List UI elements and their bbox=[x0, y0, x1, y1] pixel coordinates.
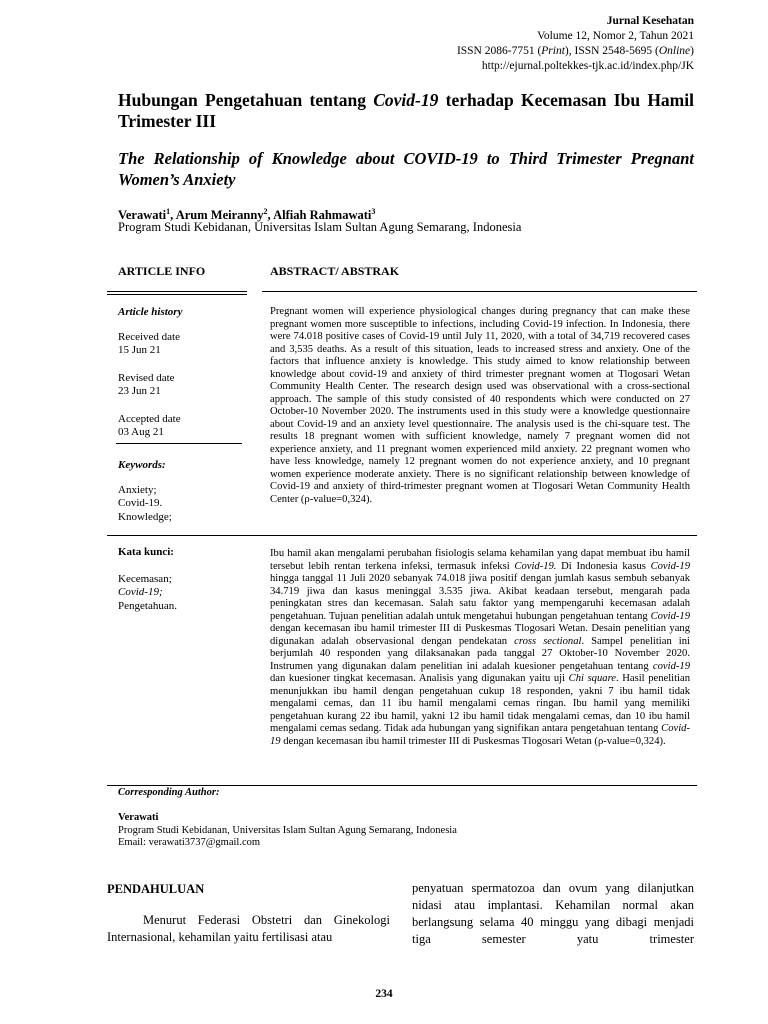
revised-date: 23 Jun 21 bbox=[118, 385, 161, 397]
kata-kunci-item: Pengetahuan. bbox=[118, 599, 177, 612]
article-history bbox=[118, 306, 243, 440]
paper-subtitle-english: The Relationship of Knowledge about COVID-19 to Third Trimester Pregnant Women’s Anxiety bbox=[118, 149, 694, 189]
divider bbox=[107, 291, 247, 292]
revised-label: Revised date bbox=[118, 371, 175, 384]
article-info-heading: ARTICLE INFO bbox=[118, 264, 206, 278]
corresponding-author-name: Verawati bbox=[118, 812, 159, 823]
keyword-item: Anxiety; bbox=[118, 483, 157, 496]
divider bbox=[107, 294, 247, 295]
divider bbox=[107, 785, 697, 786]
journal-issn: ISSN 2086-7751 (Print), ISSN 2548-5695 (Online) bbox=[456, 45, 694, 57]
abstract-indonesian: Ibu hamil akan mengalami perubahan fisiologis selama kehamilan yang dapat membuat ibu hamil tersebut lebih rentan terkena infeksi, termasuk infeksi Covid-19. Di Indonesia kasus Covid-19 hingga tanggal 11 Juli 2020 sebanyak 74.018 jiwa positif dengan jumlah kasus sembuh sebanyak 34.719 jiwa dan kasus meninggal 3.535 jiwa. Akibat keadaan tersebut, mengarah pada peningkatan stres dan kecemasan. Salah satu faktor yang mempengaruhi kecemasan adalah pengetahuan. Tujuan penelitian adalah untuk mengetahui hubungan pengetahuan tentang Covid-19 dengan kecemasan ibu hamil trimester III di Puskesmas Tlogosari Wetan. Desain penelitian yang digunakan adalah observasional dengan pendekatan cross sectional. Sampel penelitian ini berjumlah 40 responden yang dilaksanakan pada tanggal 27 Oktober-10 November 2020. Instrumen yang digunakan dalam penelitian ini adalah kuesioner pengetahuan tentang covid-19 dan kuesioner tingkat kecemasan. Analisis yang digunakan yaitu uji Chi square. Hasil penelitian menunjukkan ibu hamil dengan pengetahuan cukup 18 responden, yakni 7 ibu hamil tidak mengalami cemas, dan 11 ibu hamil mengalami cemas ringan. Ibu hamil yang memiliki pengetahuan kurang 22 ibu hamil, yakni 12 ibu hamil tidak mengalami cemas, dan 10 ibu hamil mengalami cemas sedang. Tidak ada hubungan yang signifikan antara pengetahuan tentang Covid-19 dengan kecemasan ibu hamil trimester III di Puskesmas Tlogosari Wetan (ρ-value=0,324). bbox=[270, 548, 690, 747]
received-label: Received date bbox=[118, 330, 180, 343]
journal-header bbox=[294, 14, 694, 74]
divider bbox=[116, 443, 242, 444]
article-history-label: Article history bbox=[118, 306, 183, 318]
page-number: 234 bbox=[375, 988, 393, 1000]
kata-kunci-block bbox=[118, 546, 243, 613]
corresponding-author-affiliation: Program Studi Kebidanan, Universitas Islam Sultan Agung Semarang, Indonesia bbox=[118, 824, 457, 836]
abstract-english: Pregnant women will experience physiological changes during pregnancy that can make these pregnant women more susceptible to infections, including Covid-19 infection. In Indonesia, there were 74.018 positive cases of Covid-19 until July 11, 2020, with a total of 34,719 recovered cases and 3,535 deaths. As a result of this situation, leads to increased stress and anxiety. One of the factors that influence anxiety is knowledge. This study aimed to know relationship between knowledge about covid-19 and anxiety of third trimester pregnant women at Tlogosari Wetan Community Health Center. The research design used was observational with a cross-sectional approach. The sample of this study consisted of 40 respondents which were conducted on 27 October-10 November 2020. The instruments used in this study were a knowledge questionnaire about Covid-19 and an anxiety level questionnaire. The analysis used is the chi-square test. The results 18 pregnant women with sufficient knowledge, namely 7 pregnant women did not experience anxiety, and 11 pregnant women experienced mild anxiety. 22 pregnant women who have less knowledge, namely 12 pregnant women do not experience anxiety, and 10 pregnant women experience moderate anxiety. There is no significant relationship between knowledge of Covid-19 and anxiety of third-trimester pregnant women at Tlogosari Wetan Community Health Center (ρ-value=0,324). bbox=[270, 306, 690, 505]
divider bbox=[262, 291, 697, 292]
keyword-item: Covid-19. bbox=[118, 497, 163, 509]
journal-volume: Volume 12, Nomor 2, Tahun 2021 bbox=[537, 30, 694, 42]
accepted-label: Accepted date bbox=[118, 412, 181, 425]
keyword-item: Knowledge; bbox=[118, 510, 172, 523]
paper-title: Hubungan Pengetahuan tentang Covid-19 terhadap Kecemasan Ibu Hamil Trimester III bbox=[118, 90, 694, 131]
keywords-block bbox=[118, 459, 243, 524]
corresponding-author-details bbox=[118, 812, 694, 850]
corresponding-author-label: Corresponding Author: bbox=[118, 787, 220, 798]
abstract-heading: ABSTRACT/ ABSTRAK bbox=[270, 264, 400, 278]
intro-paragraph-right: penyatuan spermatozoa dan ovum yang dilanjutkan nidasi atau implantasi. Kehamilan normal akan berlangsung selama 40 minggu yang dibagi menjadi tiga semester yatu trimester bbox=[412, 881, 694, 946]
divider bbox=[107, 535, 697, 536]
kata-kunci-item: Covid-19; bbox=[118, 586, 163, 598]
author-list: Verawati$^1$, Arum Meiranny$^2$, Alfiah Rahmawati$^3$ bbox=[118, 207, 376, 223]
intro-paragraph-left: Menurut Federasi Obstetri dan Ginekologi Internasional, kehamilan yaitu fertilisasi atau bbox=[107, 913, 390, 944]
kata-kunci-item: Kecemasan; bbox=[118, 572, 172, 585]
journal-url[interactable]: http://ejurnal.poltekkes-tjk.ac.id/index.php/JK bbox=[481, 60, 694, 72]
accepted-date: 03 Aug 21 bbox=[118, 426, 164, 438]
received-date: 15 Jun 21 bbox=[118, 344, 161, 356]
corresponding-author-email[interactable]: Email: verawati3737@gmail.com bbox=[118, 837, 261, 848]
journal-name: Jurnal Kesehatan bbox=[606, 15, 694, 27]
section-heading-introduction: PENDAHULUAN bbox=[107, 882, 205, 896]
keywords-label: Keywords: bbox=[118, 459, 166, 471]
kata-kunci-label: Kata kunci: bbox=[118, 546, 174, 558]
author-affiliation: Program Studi Kebidanan, Universitas Islam Sultan Agung Semarang, Indonesia bbox=[118, 220, 522, 234]
